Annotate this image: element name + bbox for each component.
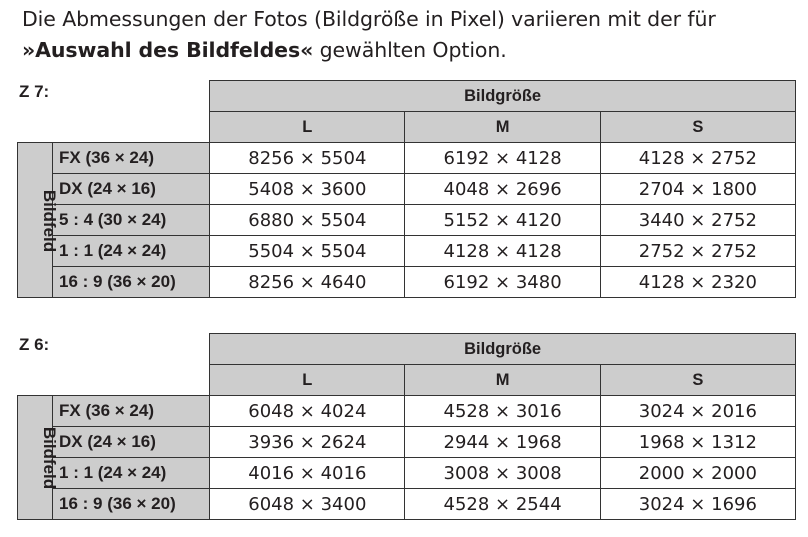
table-cell: 6880 × 5504 [210, 205, 405, 236]
table-cell: 4128 × 4128 [405, 236, 600, 267]
table-cell: 3440 × 2752 [600, 205, 795, 236]
table-cell: 4528 × 2544 [405, 489, 600, 520]
z6-group-label-bildfeld: Bildfeld [18, 396, 53, 520]
intro-paragraph [22, 4, 802, 66]
z6-col-l: L [210, 365, 405, 396]
table-row [18, 205, 796, 236]
table-row [18, 236, 796, 267]
table-cell: 1968 × 1312 [600, 427, 795, 458]
z7-row-label: 1 : 1 (24 × 24) [53, 236, 210, 267]
z7-row-label: 16 : 9 (36 × 20) [53, 267, 210, 298]
z7-model-label: Z 7: [19, 82, 50, 101]
table-cell: 3008 × 3008 [405, 458, 600, 489]
table-cell: 8256 × 4640 [210, 267, 405, 298]
table-cell: 4128 × 2320 [600, 267, 795, 298]
z6-row-label: 16 : 9 (36 × 20) [53, 489, 210, 520]
z7-row-label: FX (36 × 24) [53, 143, 210, 174]
table-cell: 4128 × 2752 [600, 143, 795, 174]
intro-line-1: Die Abmessungen der Fotos (Bildgröße in Pixel) variieren mit der für [22, 7, 716, 31]
z6-row-label: DX (24 × 16) [53, 427, 210, 458]
z6-header-bildgroesse: Bildgröße [210, 334, 796, 365]
z6-model-label: Z 6: [19, 335, 50, 354]
z7-row-label: DX (24 × 16) [53, 174, 210, 205]
table-cell: 3024 × 2016 [600, 396, 795, 427]
z6-row-label: 1 : 1 (24 × 24) [53, 458, 210, 489]
table-row [18, 458, 796, 489]
z6-col-m: M [405, 365, 600, 396]
table-row [18, 143, 796, 174]
table-row [18, 174, 796, 205]
intro-line-2-rest: gewählten Option. [313, 38, 507, 62]
table-cell: 6192 × 4128 [405, 143, 600, 174]
table-row [18, 427, 796, 458]
table-cell: 8256 × 5504 [210, 143, 405, 174]
table-cell: 2944 × 1968 [405, 427, 600, 458]
z7-image-size-table [17, 80, 796, 298]
table-cell: 4016 × 4016 [210, 458, 405, 489]
table-cell: 2000 × 2000 [600, 458, 795, 489]
table-cell: 6048 × 3400 [210, 489, 405, 520]
table-cell: 5408 × 3600 [210, 174, 405, 205]
intro-option-name: »Auswahl des Bildfeldes« [22, 38, 314, 62]
z7-group-label-bildfeld: Bildfeld [18, 143, 53, 298]
z7-header-bildgroesse: Bildgröße [210, 81, 796, 112]
table-cell: 5152 × 4120 [405, 205, 600, 236]
table-cell: 4528 × 3016 [405, 396, 600, 427]
table-row [18, 267, 796, 298]
table-cell: 4048 × 2696 [405, 174, 600, 205]
z7-col-s: S [600, 112, 795, 143]
z7-col-m: M [405, 112, 600, 143]
table-cell: 6192 × 3480 [405, 267, 600, 298]
z6-row-label: FX (36 × 24) [53, 396, 210, 427]
table-row [18, 489, 796, 520]
table-cell: 6048 × 4024 [210, 396, 405, 427]
z6-image-size-table [17, 333, 796, 520]
z7-col-l: L [210, 112, 405, 143]
table-row [18, 396, 796, 427]
table-cell: 3936 × 2624 [210, 427, 405, 458]
table-cell: 2752 × 2752 [600, 236, 795, 267]
table-cell: 5504 × 5504 [210, 236, 405, 267]
z6-col-s: S [600, 365, 795, 396]
z7-row-label: 5 : 4 (30 × 24) [53, 205, 210, 236]
table-cell: 3024 × 1696 [600, 489, 795, 520]
table-cell: 2704 × 1800 [600, 174, 795, 205]
